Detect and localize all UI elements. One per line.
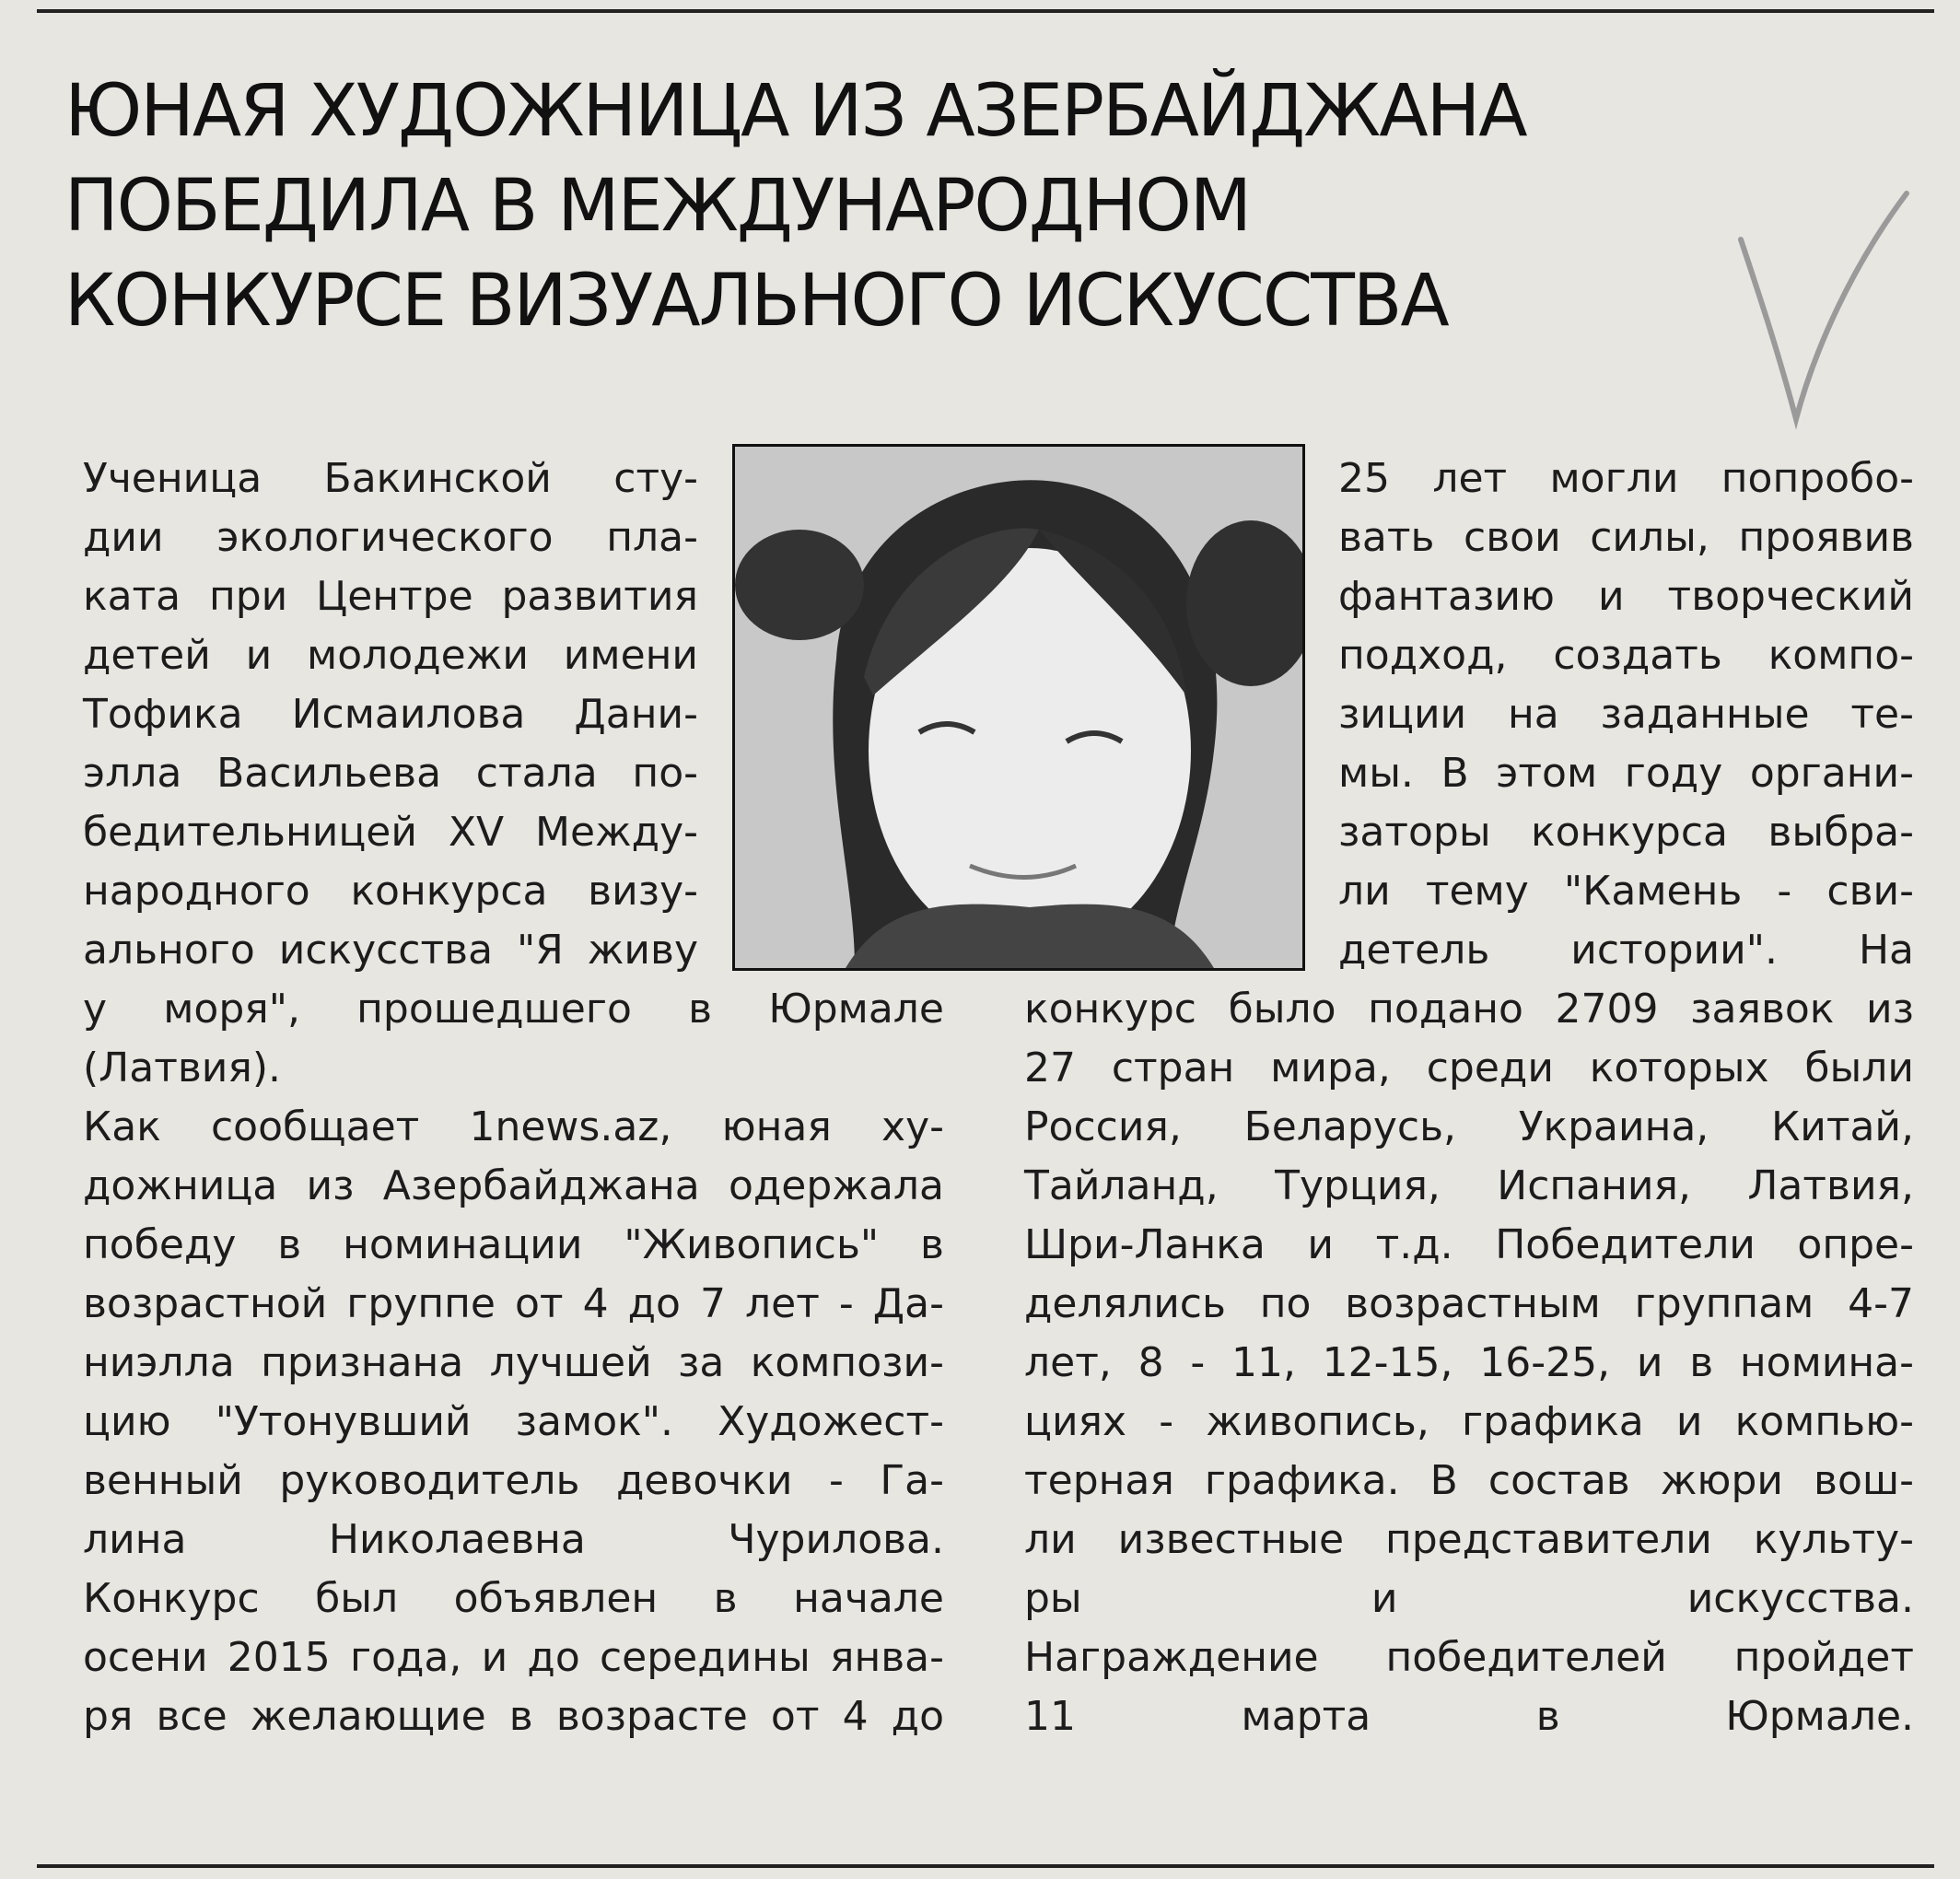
article-column-right-bottom: конкурс было подано 2709 заявок из 27 стран мира, среди которых были Россия, Беларусь, Украина, Китай, Тайланд, Турция, Испания, Латвия, Шри-Ланка и т.д. Победители опре- делялись по возрастным группам 4-7 лет, 8 - 11, 12-15, 16-25, и в номина- циях - живопись, графика и компью- терная графика. В состав жюри вош- ли известные представители культу- ры и искусства. Награждение победителей пройдет 11 марта в Юрмале. [1024,986,1914,1740]
article-column-left-top: Ученица Бакинской сту- дии экологического пла- ката при Центре развития детей и молодежи имени Тофика Исмаилова Дани- элла Васильева стала по- бедительницей XV Между- народного конкурса визу- ального искусства "Я живу [83,455,698,974]
handwritten-checkmark-icon [1732,184,1916,433]
article-column-left-bottom: у моря", прошедшего в Юрмале (Латвия). Как сообщает 1news.az, юная ху- дожница из Азербайджана одержала победу в номинации "Живопись" в возрастной группе от 4 до 7 лет - Да- ниэлла признана лучшей за компози- цию "Утонувший замок". Художест- венный руководитель девочки - Га- лина Николаевна Чурилова. Конкурс был объявлен в начале осени 2015 года, и до середины янва- ря все желающие в возрасте от 4 до [83,986,944,1740]
article-headline: ЮНАЯ ХУДОЖНИЦА ИЗ АЗЕРБАЙДЖАНА ПОБЕДИЛА В МЕЖДУНАРОДНОМ КОНКУРСЕ ВИЗУАЛЬНОГО ИСКУССТВА [64,70,1526,343]
article-column-right-top: 25 лет могли попробо- вать свои силы, проявив фантазию и творческий подход, создать компо- зиции на заданные те- мы. В этом году органи- заторы конкурса выбра- ли тему "Камень - сви- детель истории". На [1338,455,1914,974]
article-photo [732,444,1305,971]
girl-portrait-image [735,447,1302,968]
bottom-rule [37,1864,1934,1868]
top-rule [37,9,1934,13]
